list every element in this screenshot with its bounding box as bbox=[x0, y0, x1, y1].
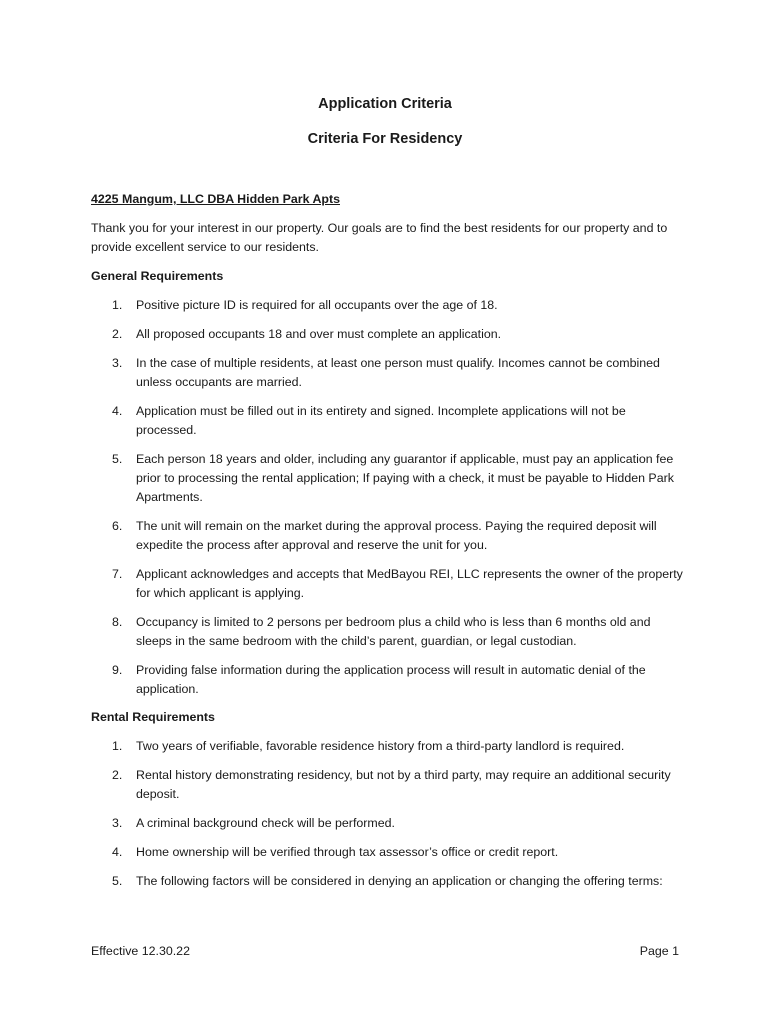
list-item bbox=[91, 661, 686, 699]
list-text: The following factors will be considered in denying an application or changing the offering terms: bbox=[136, 874, 663, 888]
list-text: In the case of multiple residents, at least one person must qualify. Incomes cannot be combined unless occupants are married. bbox=[136, 356, 660, 389]
list-number: 5. bbox=[112, 874, 123, 888]
list-item bbox=[91, 296, 686, 315]
list-text: Two years of verifiable, favorable residence history from a third-party landlord is required. bbox=[136, 739, 625, 753]
list-text: Occupancy is limited to 2 persons per bedroom plus a child who is less than 6 months old and sleeps in the same bedroom with the child’s parent, guardian, or legal custodian. bbox=[136, 615, 651, 648]
rental-requirements-list bbox=[91, 737, 686, 901]
list-number: 2. bbox=[112, 327, 123, 341]
list-text: All proposed occupants 18 and over must complete an application. bbox=[136, 327, 502, 341]
property-heading: 4225 Mangum, LLC DBA Hidden Park Apts bbox=[91, 192, 340, 206]
effective-date: Effective 12.30.22 bbox=[91, 944, 190, 958]
list-item bbox=[91, 737, 686, 756]
list-text: Positive picture ID is required for all occupants over the age of 18. bbox=[136, 298, 498, 312]
list-number: 2. bbox=[112, 768, 123, 782]
list-text: The unit will remain on the market during the approval process. Paying the required deposit will expedite the process after approval and reserve the unit for you. bbox=[136, 519, 657, 552]
list-text: Applicant acknowledges and accepts that MedBayou REI, LLC represents the owner of the property for which applicant is applying. bbox=[136, 567, 683, 600]
list-number: 1. bbox=[112, 298, 123, 312]
list-text: Providing false information during the application process will result in automatic denial of the application. bbox=[136, 663, 646, 696]
list-item bbox=[91, 325, 686, 344]
general-requirements-heading: General Requirements bbox=[91, 269, 224, 283]
list-number: 8. bbox=[112, 615, 123, 629]
list-item bbox=[91, 402, 686, 440]
list-number: 4. bbox=[112, 404, 123, 418]
list-text: A criminal background check will be performed. bbox=[136, 816, 395, 830]
list-item bbox=[91, 872, 686, 891]
page-number: Page 1 bbox=[639, 944, 679, 958]
list-text: Home ownership will be verified through tax assessor’s office or credit report. bbox=[136, 845, 559, 859]
list-number: 9. bbox=[112, 663, 123, 677]
general-requirements-list bbox=[91, 296, 686, 709]
list-text: Rental history demonstrating residency, but not by a third party, may require an additional security deposit. bbox=[136, 768, 671, 801]
list-item bbox=[91, 354, 686, 392]
list-number: 6. bbox=[112, 519, 123, 533]
list-item bbox=[91, 565, 686, 603]
list-number: 7. bbox=[112, 567, 123, 581]
list-item bbox=[91, 517, 686, 555]
list-text: Each person 18 years and older, including any guarantor if applicable, must pay an application fee prior to processing the rental application; If paying with a check, it must be payable to Hidden Park Apartments. bbox=[136, 452, 674, 504]
list-item bbox=[91, 450, 686, 507]
page-title: Application Criteria bbox=[318, 96, 452, 112]
page-subtitle: Criteria For Residency bbox=[307, 131, 463, 147]
list-number: 3. bbox=[112, 816, 123, 830]
list-item bbox=[91, 766, 686, 804]
list-number: 1. bbox=[112, 739, 123, 753]
list-number: 4. bbox=[112, 845, 123, 859]
list-item bbox=[91, 843, 686, 862]
list-item bbox=[91, 613, 686, 651]
list-number: 5. bbox=[112, 452, 123, 466]
list-number: 3. bbox=[112, 356, 123, 370]
rental-requirements-heading: Rental Requirements bbox=[91, 710, 215, 724]
list-text: Application must be filled out in its entirety and signed. Incomplete applications will not be processed. bbox=[136, 404, 626, 437]
intro-paragraph: Thank you for your interest in our property. Our goals are to find the best residents for our property and to provide excellent service to our residents. bbox=[91, 221, 668, 254]
list-item bbox=[91, 814, 686, 833]
